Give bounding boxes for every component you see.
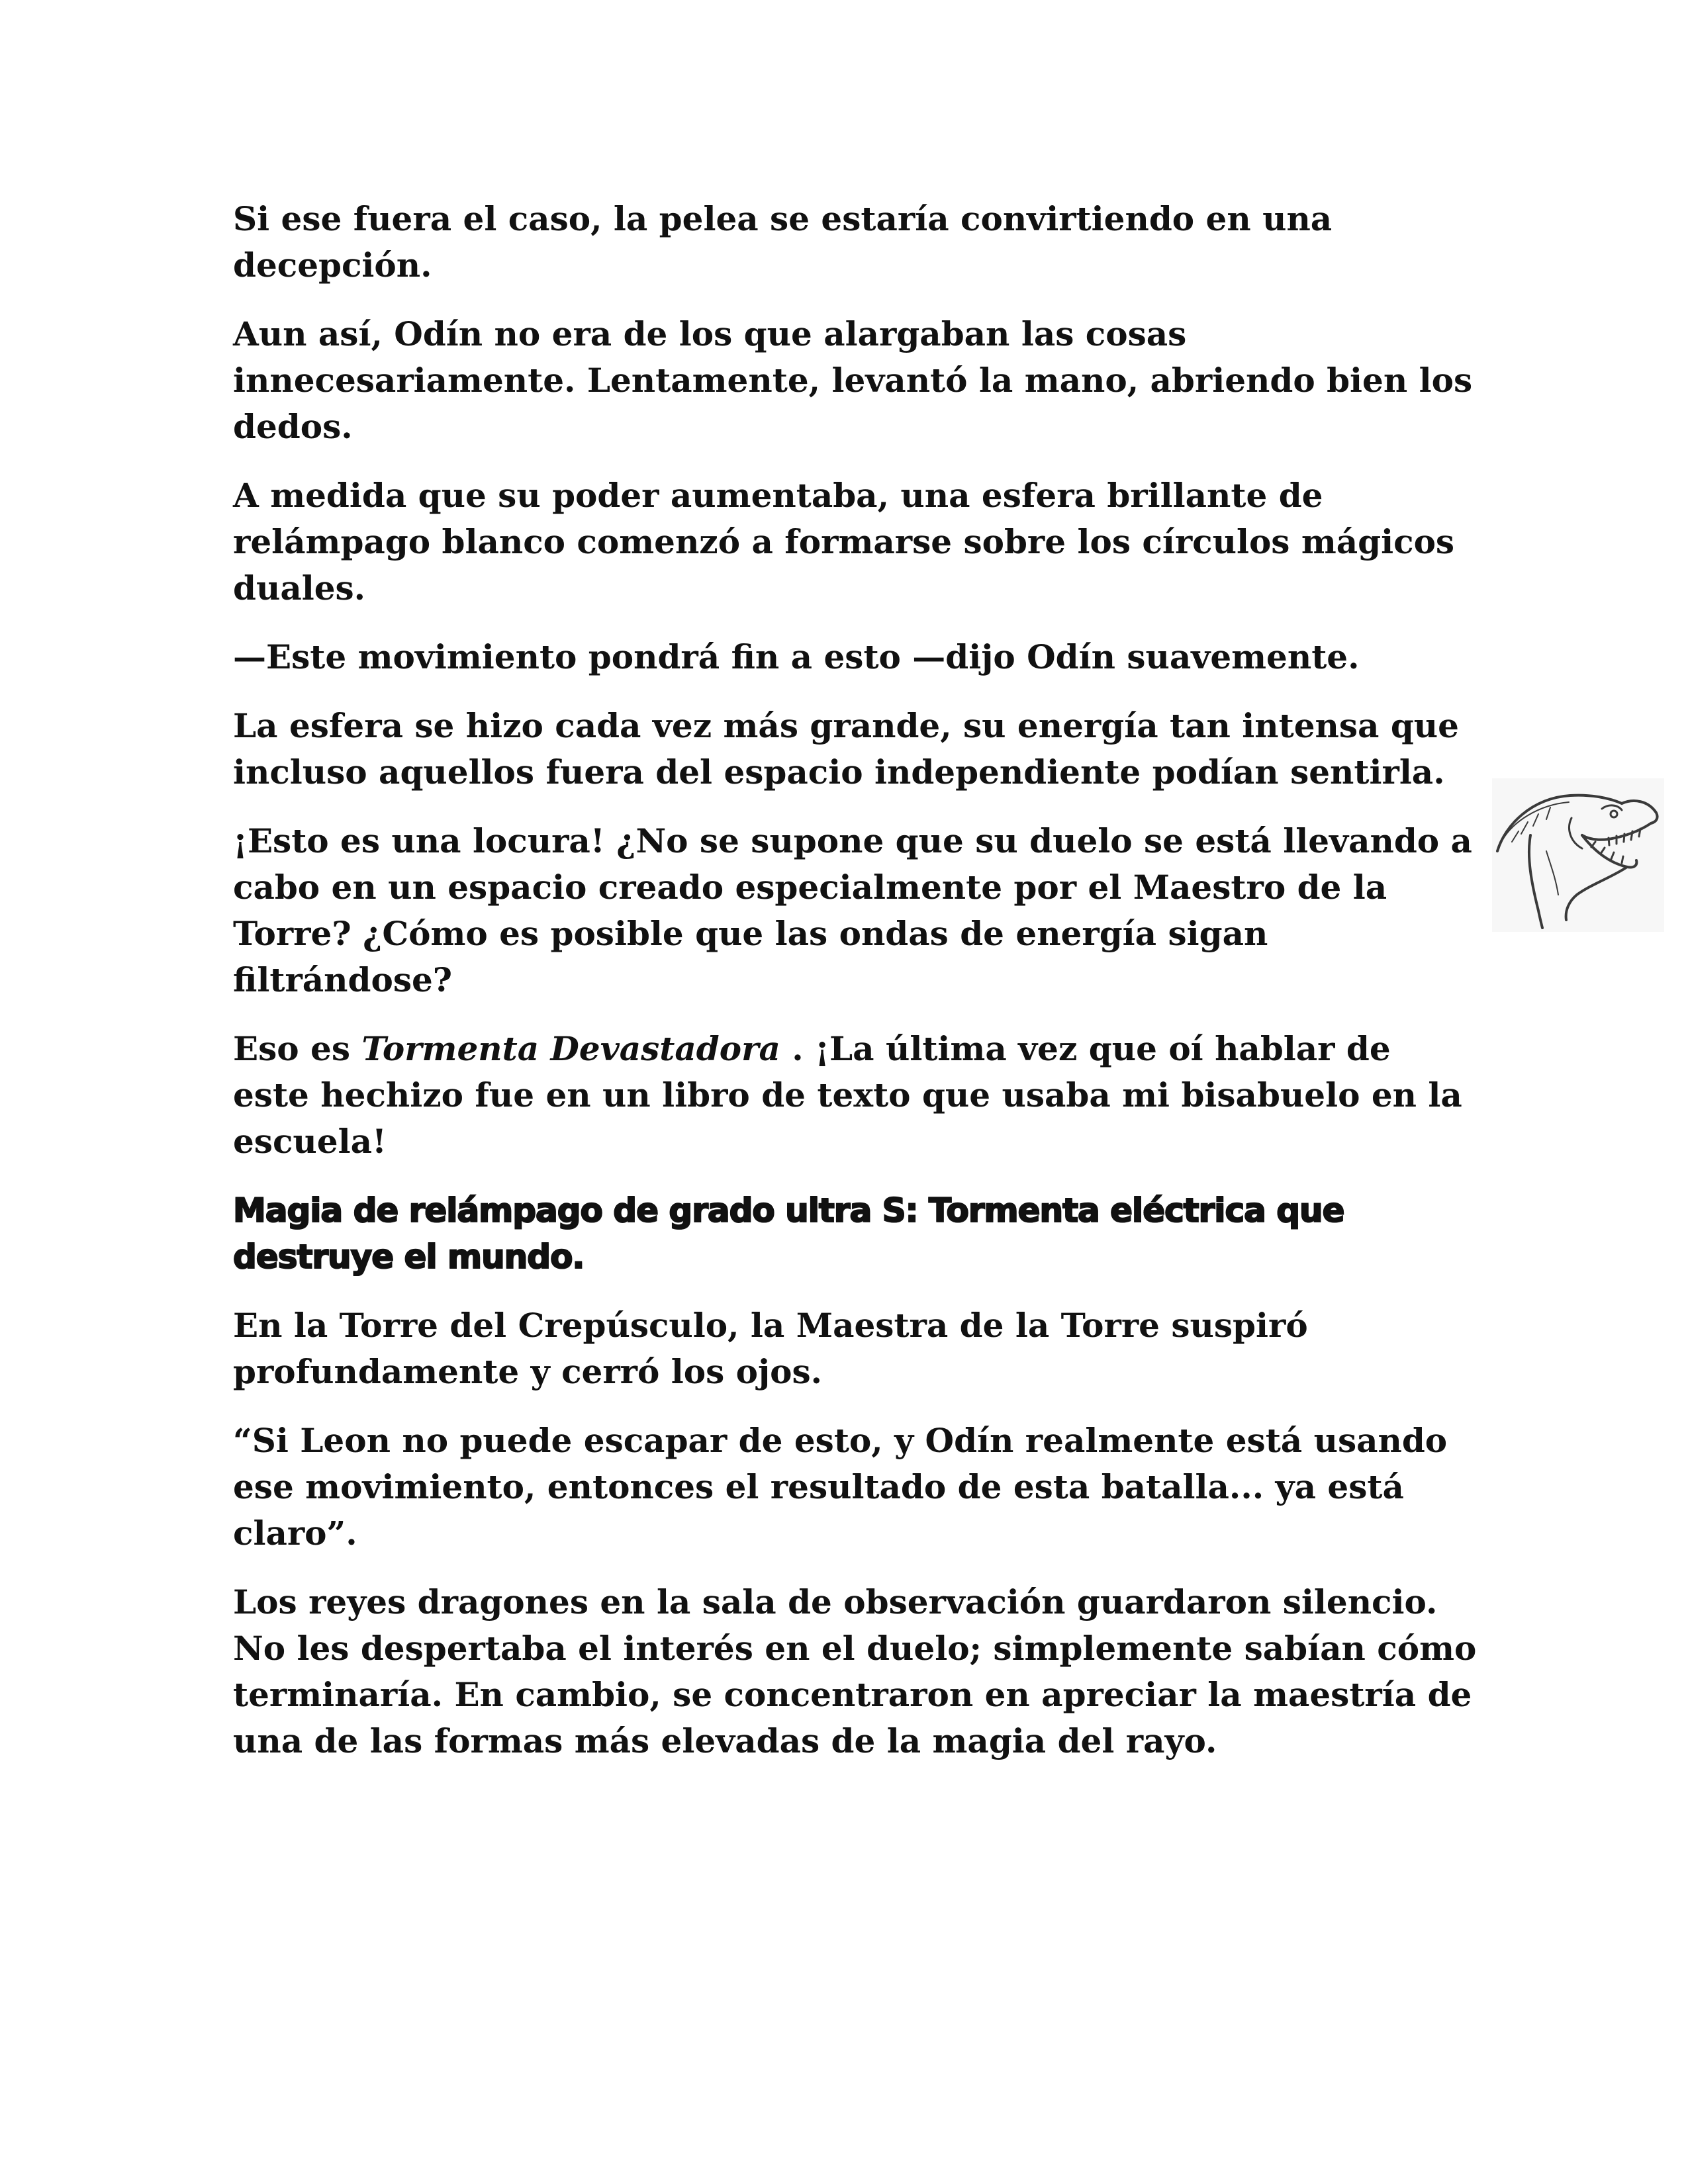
paragraph-7 bbox=[233, 1026, 1477, 1165]
paragraph-11: Los reyes dragones en la sala de observación guardaron silencio. No les despertaba el interés en el duelo; simplemente sabían cómo terminaría. En cambio, se concentraron en apreciar la maestría de una de las formas más elevadas de la magia del rayo. bbox=[233, 1582, 1477, 1760]
paragraph-1: Si ese fuera el caso, la pelea se estaría convirtiendo en una decepción. bbox=[233, 199, 1333, 285]
paragraph-7-before: Eso es bbox=[233, 1029, 362, 1068]
paragraph-5: La esfera se hizo cada vez más grande, su energía tan intensa que incluso aquellos fuera del espacio independiente podían sentirla. bbox=[233, 706, 1459, 792]
paragraph-3: A medida que su poder aumentaba, una esfera brillante de relámpago blanco comenzó a formarse sobre los círculos mágicos duales. bbox=[233, 476, 1455, 608]
dinosaur-head-sketch-icon bbox=[1492, 778, 1664, 932]
chapter-text bbox=[233, 196, 1477, 1787]
paragraph-9: En la Torre del Crepúsculo, la Maestra de la Torre suspiró profundamente y cerró los ojos. bbox=[233, 1306, 1308, 1391]
paragraph-6: ¡Esto es una locura! ¿No se supone que su duelo se está llevando a cabo en un espacio creado especialmente por el Maestro de la Torre? ¿Cómo es posible que las ondas de energía sigan filtrándose? bbox=[233, 821, 1472, 999]
spell-name-emphasis: Tormenta Devastadora bbox=[361, 1029, 780, 1068]
paragraph-10-quote: “Si Leon no puede escapar de esto, y Odín realmente está usando ese movimiento, entonces el resultado de esta batalla... ya está claro”. bbox=[233, 1421, 1448, 1553]
paragraph-2: Aun así, Odín no era de los que alargaban las cosas innecesariamente. Lentamente, levantó la mano, abriendo bien los dedos. bbox=[233, 314, 1473, 446]
paragraph-4-dialogue: —Este movimiento pondrá fin a esto —dijo Odín suavemente. bbox=[233, 637, 1360, 676]
paragraph-7-after: . ¡La última vez que oí hablar de este hechizo fue en un libro de texto que usaba mi bisabuelo en la escuela! bbox=[233, 1029, 1462, 1161]
system-message: Magia de relámpago de grado ultra S: Tormenta eléctrica que destruye el mundo. bbox=[233, 1191, 1344, 1276]
